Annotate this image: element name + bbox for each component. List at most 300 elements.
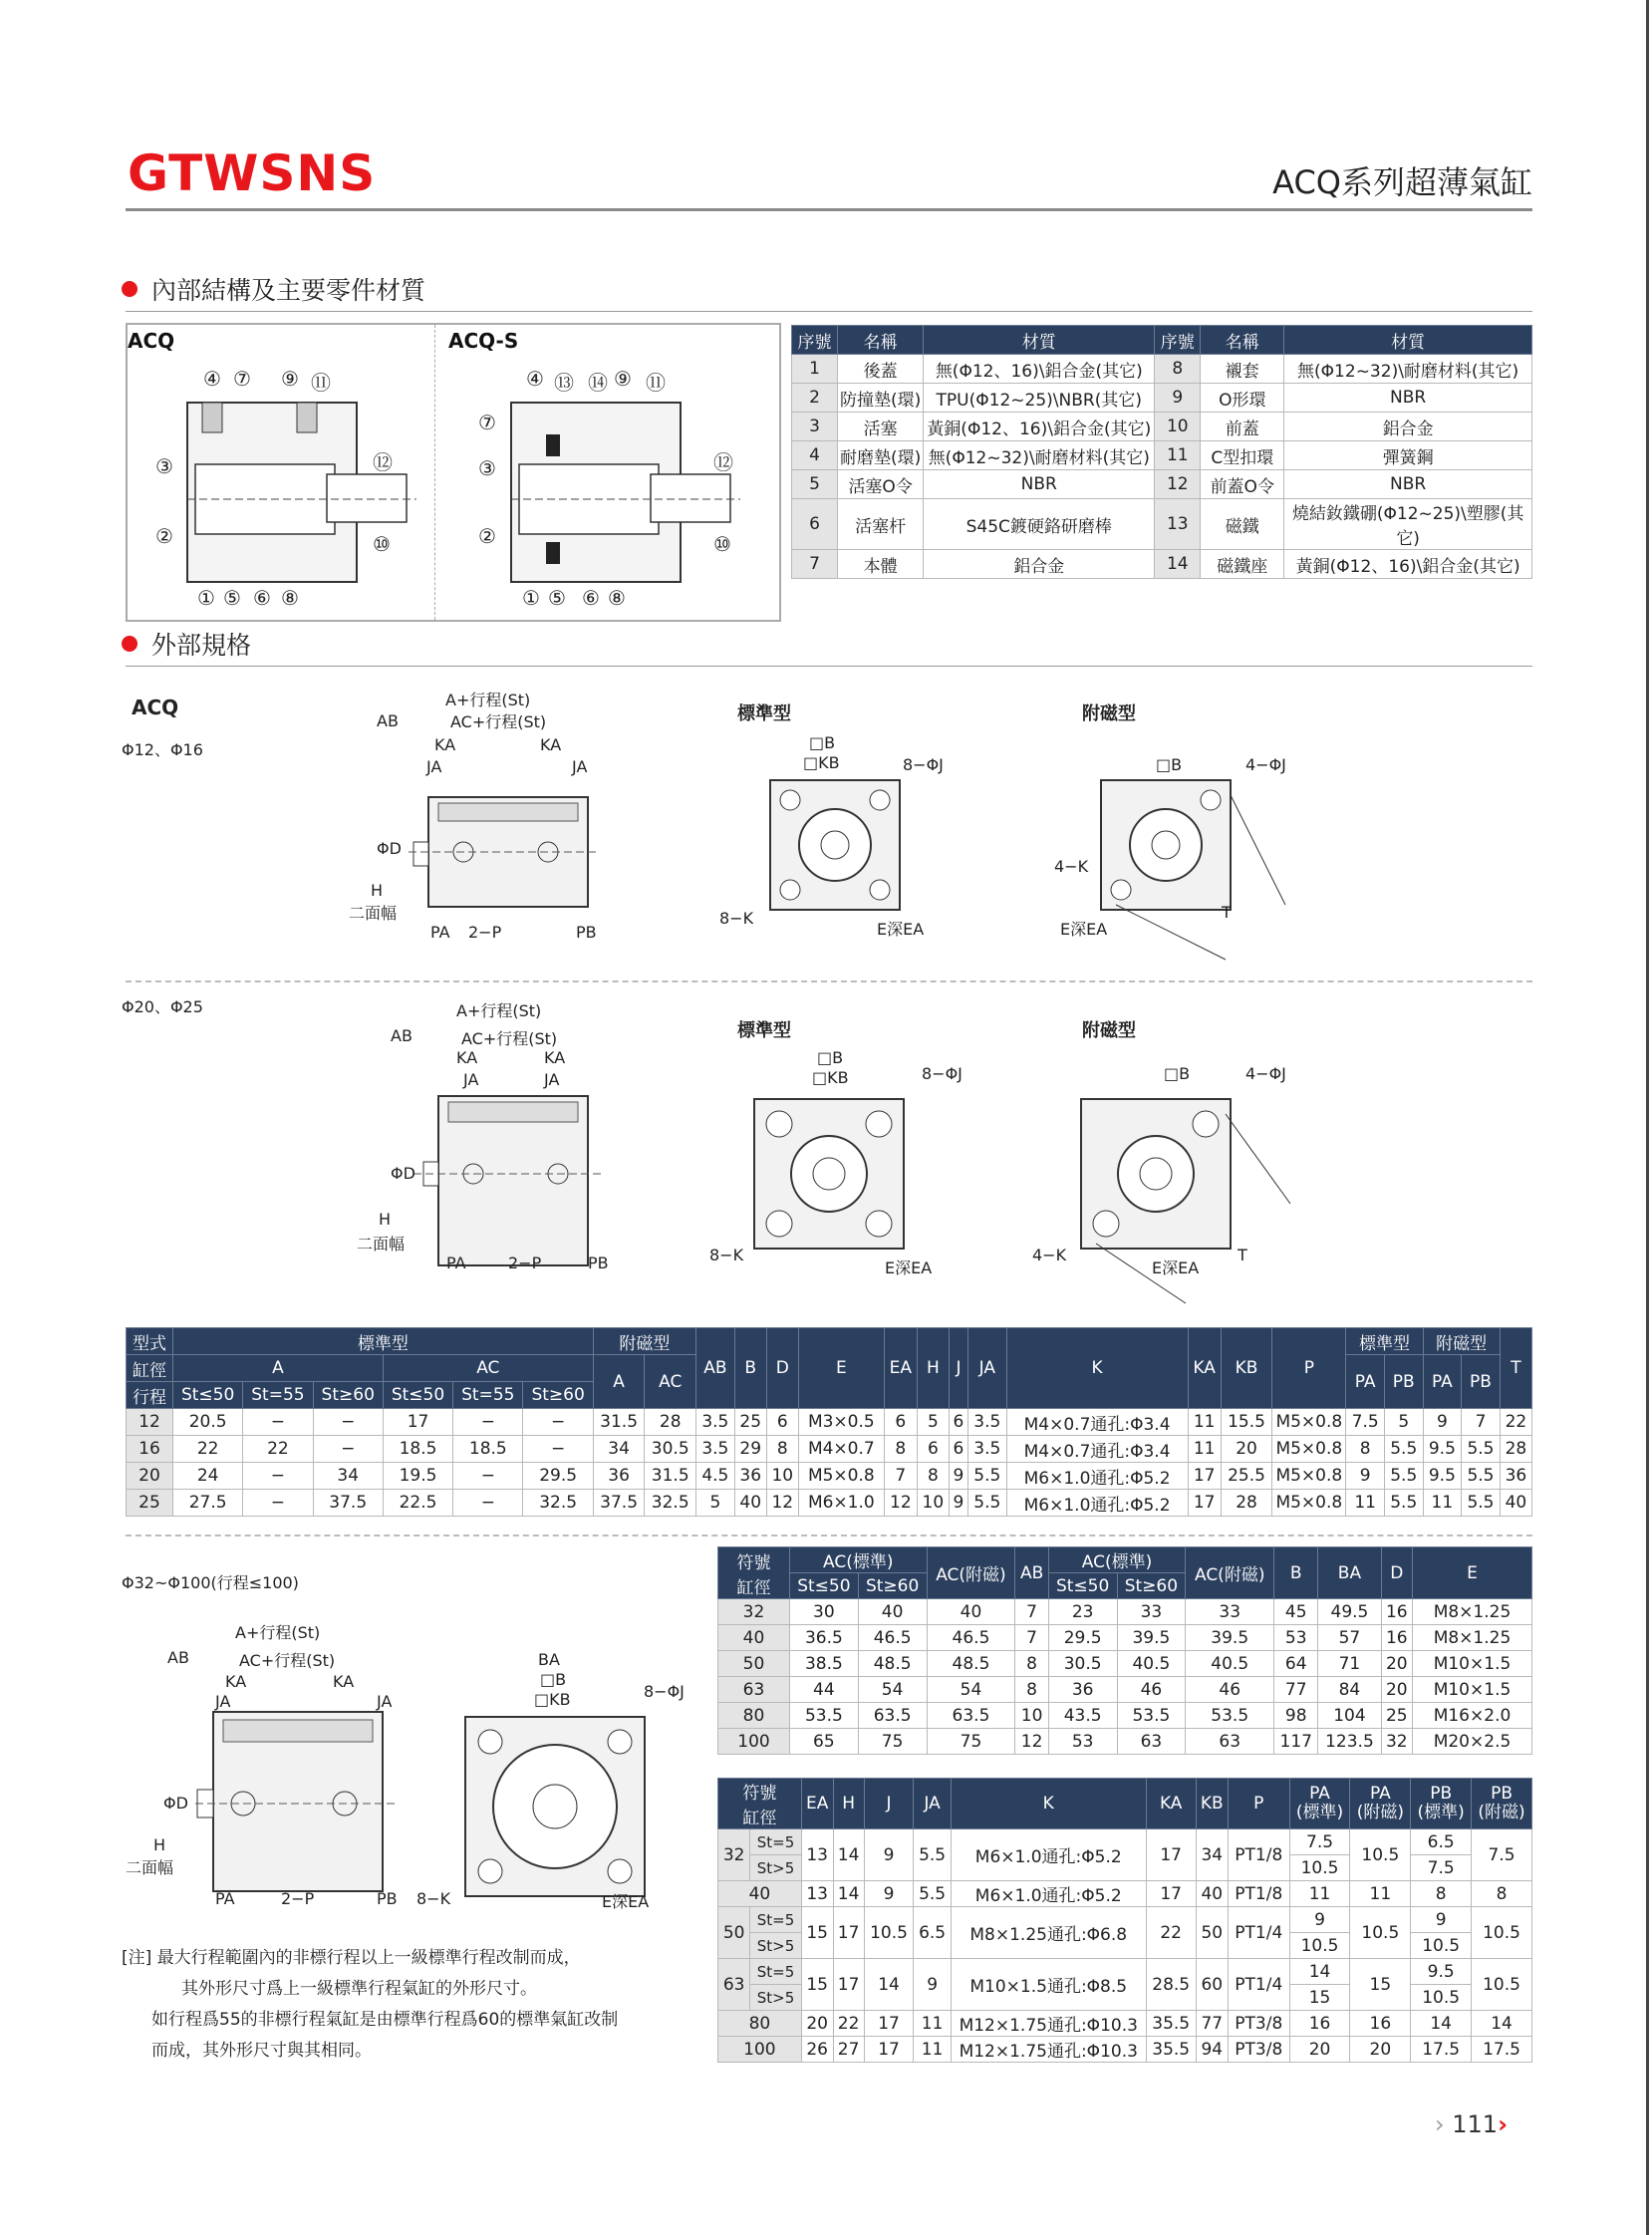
big1-h-sub-2: St≤50 (1048, 1573, 1117, 1599)
table-cell: 53 (1274, 1625, 1318, 1651)
dim-8phij-3: 8−ΦJ (644, 1682, 685, 1701)
big2-h-h: H (833, 1779, 864, 1829)
table-cell: 24 (172, 1463, 242, 1490)
table-cell: 117 (1274, 1729, 1318, 1755)
table-cell: 17 (1146, 1881, 1196, 1907)
table-cell: M6×1.0通孔:Φ5.2 (1006, 1490, 1188, 1517)
section-internal-title: 內部結構及主要零件材質 (122, 271, 425, 307)
table-cell: 17 (1188, 1463, 1221, 1490)
callout-s-11: ⑪ (646, 371, 666, 395)
table-cell: − (453, 1409, 523, 1436)
table-cell: 16 (1350, 2011, 1411, 2037)
callout-5: ⑤ (223, 586, 241, 610)
table-cell: 5.5 (1384, 1490, 1423, 1517)
table-cell: 27.5 (172, 1490, 242, 1517)
table-row (127, 1409, 1532, 1436)
callout-s-8: ⑧ (608, 586, 626, 610)
standard-type-1: 標準型 (737, 703, 791, 724)
table-cell: 燒結釹鐵硼(Φ12~25)\塑膠(其它) (1284, 499, 1532, 550)
dim-8phij-2: 8−ΦJ (922, 1064, 963, 1083)
dim-phid-2: ΦD (391, 1164, 415, 1183)
table-cell: 31.5 (645, 1463, 696, 1490)
table-cell: 10.5 (1350, 1907, 1411, 1959)
dim-b-2m: □B (1164, 1064, 1191, 1083)
table-row (718, 1599, 1532, 1625)
dim-8phij-1: 8−ΦJ (903, 755, 944, 774)
table-cell: 9 (1423, 1409, 1462, 1436)
dim-ab-2: AB (391, 1026, 413, 1045)
spec-h-standard: 標準型 (172, 1328, 593, 1355)
big2-bore-63: 63 (718, 1959, 750, 2011)
dim-pb-2: PB (588, 1254, 609, 1272)
big1-h-sub-3: St≥60 (1117, 1573, 1186, 1599)
parts-h-name: 名稱 (838, 326, 924, 355)
big2-h-kb: KB (1196, 1779, 1228, 1829)
parts-h-no: 序號 (792, 326, 838, 355)
table-cell: 71 (1318, 1651, 1381, 1677)
table-row (792, 413, 1532, 441)
chevron-right-icon: › (1435, 2110, 1445, 2138)
big2-bore-50: 50 (718, 1907, 750, 1959)
table-cell: 36 (1500, 1463, 1531, 1490)
table-cell: 10.5 (1289, 1855, 1350, 1881)
dim-h-2: H (379, 1210, 392, 1229)
table-cell: 9 (1155, 384, 1201, 413)
parts-h-material: 材質 (924, 326, 1155, 355)
dim-kb-1: □KB (803, 753, 840, 772)
dashed-divider (126, 1535, 1532, 1537)
table-cell: 25.5 (1221, 1463, 1272, 1490)
table-cell: 63.5 (858, 1703, 927, 1729)
table-cell: 26 (801, 2037, 833, 2063)
table-cell: − (523, 1409, 593, 1436)
dim-ja-3b: JA (377, 1692, 393, 1711)
table-row (718, 2011, 1532, 2037)
table-cell: 39.5 (1186, 1625, 1274, 1651)
dim-e-depth-3: E深EA (602, 1892, 650, 1911)
cylinder-section-drawing (128, 325, 783, 624)
internal-structure-diagram (126, 323, 781, 622)
table-cell: 28 (1221, 1490, 1272, 1517)
callout-11: ⑪ (311, 371, 331, 395)
callout-s-10: ⑩ (713, 532, 731, 556)
table-cell: 17.5 (1411, 2037, 1472, 2063)
table-cell: M4×0.7通孔:Φ3.4 (1006, 1436, 1188, 1463)
table-cell: 94 (1196, 2037, 1228, 2063)
dim-ja-1: JA (426, 757, 442, 776)
table-cell: 53.5 (1117, 1703, 1186, 1729)
table-cell: 46 (1117, 1677, 1186, 1703)
table-cell: 5.5 (1462, 1490, 1501, 1517)
callout-4: ④ (203, 367, 221, 391)
spec-h-ja: JA (967, 1328, 1006, 1409)
table-cell: O形環 (1201, 384, 1284, 413)
table-cell: 4.5 (696, 1463, 735, 1490)
table-cell: 40 (734, 1490, 766, 1517)
side-view-drawing-3 (195, 1694, 424, 1903)
table-cell: M6×1.0 (798, 1490, 884, 1517)
spec-h-sub-1: St=55 (243, 1382, 313, 1409)
spec-table-32-100-a (717, 1546, 1532, 1755)
table-cell: 3.5 (967, 1436, 1006, 1463)
table-cell: 11 (914, 2011, 951, 2037)
table-cell: 98 (1274, 1703, 1318, 1729)
table-cell: 44 (790, 1677, 859, 1703)
spec-h-magnetic: 附磁型 (593, 1328, 695, 1355)
table-cell: 11 (1346, 1490, 1385, 1517)
table-cell: M10×1.5 (1413, 1651, 1532, 1677)
table-cell: M8×1.25 (1413, 1599, 1532, 1625)
table-cell: 45 (1274, 1599, 1318, 1625)
table-cell: 14 (1472, 2011, 1532, 2037)
table-cell: 6 (792, 499, 838, 550)
dim-ac-st-3: AC+行程(St) (239, 1651, 336, 1670)
spec-h-a: A (172, 1355, 383, 1382)
table-row (792, 550, 1532, 579)
table-cell: 40 (1196, 1881, 1228, 1907)
table-cell: 17.5 (1472, 2037, 1532, 2063)
table-cell: 6 (766, 1409, 798, 1436)
dim-pa-3: PA (215, 1889, 235, 1908)
big2-h-ea: EA (801, 1779, 833, 1829)
table-cell: 63 (718, 1677, 790, 1703)
table-cell: M12×1.75通孔:Φ10.3 (951, 2011, 1146, 2037)
spec-h-t: T (1500, 1328, 1531, 1409)
table-cell: 3.5 (967, 1409, 1006, 1436)
table-cell: 75 (927, 1729, 1015, 1755)
dim-8k-2: 8−K (709, 1246, 744, 1264)
table-cell: 25 (127, 1490, 173, 1517)
table-cell: 32.5 (645, 1490, 696, 1517)
table-cell: 9.5 (1411, 1959, 1472, 1985)
dim-ka-1: KA (434, 735, 456, 754)
table-row (718, 1625, 1532, 1651)
table-cell: 17 (833, 1907, 864, 1959)
table-cell: M8×1.25 (1413, 1625, 1532, 1651)
spec-h-sub-2: St≥60 (313, 1382, 383, 1409)
dim-e-depth-2m: E深EA (1152, 1258, 1200, 1277)
callout-s-13: ⑬ (554, 371, 574, 395)
page-edge-line (1646, 0, 1649, 2235)
table-cell: 57 (1318, 1625, 1381, 1651)
table-cell: 25 (1381, 1703, 1412, 1729)
table-cell: 123.5 (1318, 1729, 1381, 1755)
table-cell: 磁鐵 (1201, 499, 1284, 550)
table-cell: 6 (917, 1436, 949, 1463)
table-cell: 5.5 (1384, 1436, 1423, 1463)
callout-7: ⑦ (233, 367, 251, 391)
table-cell: M5×0.8 (1272, 1436, 1346, 1463)
header-rule (126, 208, 1532, 211)
table-cell: 黃銅(Φ12、16)\鋁合金(其它) (1284, 550, 1532, 579)
table-cell: 8 (884, 1436, 917, 1463)
table-cell: 17 (383, 1409, 452, 1436)
table-row (127, 1436, 1532, 1463)
table-cell: 2 (792, 384, 838, 413)
table-cell: 磁鐵座 (1201, 550, 1284, 579)
table-cell: 無(Φ12~32)\耐磨材料(其它) (1284, 355, 1532, 384)
table-cell: 後蓋 (838, 355, 924, 384)
table-cell: 5 (792, 470, 838, 499)
table-cell: 28 (645, 1409, 696, 1436)
front-standard-drawing-3 (460, 1712, 660, 1911)
standard-type-2: 標準型 (737, 1020, 791, 1041)
table-cell: 7 (1015, 1599, 1048, 1625)
table-cell: 5 (696, 1490, 735, 1517)
dim-ka-2: KA (456, 1048, 478, 1067)
table-cell: 5 (917, 1409, 949, 1436)
table-cell: − (243, 1490, 313, 1517)
table-cell: 8 (1472, 1881, 1532, 1907)
table-cell: 7 (792, 550, 838, 579)
dim-2p-1: 2−P (468, 923, 502, 942)
table-cell: 54 (927, 1677, 1015, 1703)
callout-1: ① (197, 586, 215, 610)
table-cell: 22 (833, 2011, 864, 2037)
table-cell: 40 (927, 1599, 1015, 1625)
table-cell: 鋁合金 (1284, 413, 1532, 441)
big2-st5: St=5 (750, 1959, 802, 1985)
table-cell: 9 (1289, 1907, 1350, 1933)
table-cell: 65 (790, 1729, 859, 1755)
big1-h-ac-std: AC(標準) (790, 1547, 928, 1573)
table-cell: 46.5 (858, 1625, 927, 1651)
table-cell: M5×0.8 (798, 1463, 884, 1490)
table-cell: 53.5 (790, 1703, 859, 1729)
acqs-label: ACQ-S (448, 329, 519, 353)
table-cell: 29 (734, 1436, 766, 1463)
table-cell: 17 (864, 2037, 914, 2063)
table-cell: 20 (127, 1463, 173, 1490)
table-cell: 18.5 (383, 1436, 452, 1463)
table-cell: 60 (1196, 1959, 1228, 2011)
callout-s-14: ⑭ (588, 371, 608, 395)
table-cell: 8 (766, 1436, 798, 1463)
table-cell: 8 (1015, 1651, 1048, 1677)
dim-ka-1b: KA (540, 735, 562, 754)
spec-h-d: D (766, 1328, 798, 1409)
table-cell: M4×0.7 (798, 1436, 884, 1463)
table-cell: 前蓋O令 (1201, 470, 1284, 499)
table-cell: 14 (833, 1881, 864, 1907)
big1-h-sub-0: St≤50 (790, 1573, 859, 1599)
table-cell: 46.5 (927, 1625, 1015, 1651)
table-cell: 22 (243, 1436, 313, 1463)
dim-ba-3: BA (538, 1650, 560, 1669)
section-rule (126, 311, 1532, 312)
table-cell: C型扣環 (1201, 441, 1284, 470)
table-cell: PT1/8 (1228, 1829, 1289, 1881)
spec-h-ab: AB (696, 1328, 735, 1409)
table-cell: 36.5 (790, 1625, 859, 1651)
table-cell: 前蓋 (1201, 413, 1284, 441)
table-cell: 75 (858, 1729, 927, 1755)
dim-two-face-3: 二面幅 (126, 1858, 174, 1877)
dim-pb-3: PB (377, 1889, 398, 1908)
table-cell: 9 (949, 1490, 967, 1517)
table-cell: 16 (1289, 2011, 1350, 2037)
dim-b-1m: □B (1156, 755, 1183, 774)
table-cell: 77 (1274, 1677, 1318, 1703)
parts-h-material2: 材質 (1284, 326, 1532, 355)
big2-h-pa-mag: PA (附磁) (1350, 1779, 1411, 1829)
table-cell: 11 (1289, 1881, 1350, 1907)
table-row (127, 1490, 1532, 1517)
front-standard-drawing-2 (749, 1094, 909, 1254)
dim-4k-2: 4−K (1032, 1246, 1067, 1264)
footnote-line-1: [注] 最大行程範圍內的非標行程以上一級標準行程改制而成， (122, 1948, 581, 1968)
table-cell: 38.5 (790, 1651, 859, 1677)
table-cell: 40.5 (1117, 1651, 1186, 1677)
dim-ja-1b: JA (572, 757, 588, 776)
table-row (127, 1463, 1532, 1490)
spec-h-ac: AC (383, 1355, 593, 1382)
table-cell: 22 (1500, 1409, 1531, 1436)
big2-h-pb-mag: PB (附磁) (1472, 1779, 1532, 1829)
callout-s-4: ④ (526, 367, 544, 391)
parts-material-table (791, 325, 1532, 579)
table-cell: 8 (1346, 1436, 1385, 1463)
dim-ja-2b: JA (544, 1070, 560, 1089)
parts-h-no2: 序號 (1155, 326, 1201, 355)
dim-a-st-2: A+行程(St) (456, 1001, 542, 1020)
dim-ab-3: AB (167, 1648, 189, 1667)
table-cell: 39.5 (1117, 1625, 1186, 1651)
table-cell: 7 (1462, 1409, 1501, 1436)
table-cell: 34 (593, 1436, 645, 1463)
callout-2: ② (155, 524, 173, 548)
spec-h-std2: 標準型 (1346, 1328, 1423, 1355)
table-cell: 20 (1381, 1677, 1412, 1703)
callout-8: ⑧ (281, 586, 299, 610)
spec-h-pa: PA (1346, 1355, 1385, 1409)
table-cell: M5×0.8 (1272, 1463, 1346, 1490)
front-magnetic-drawing-1 (1096, 775, 1295, 965)
table-cell: 5.5 (1384, 1463, 1423, 1490)
footnote-line-4: 而成，其外形尺寸與其相同。 (151, 2041, 372, 2061)
table-cell: 12 (1015, 1729, 1048, 1755)
table-cell: M6×1.0通孔:Φ5.2 (951, 1881, 1146, 1907)
table-row (718, 1677, 1532, 1703)
table-cell: 54 (858, 1677, 927, 1703)
table-cell: 30.5 (1048, 1651, 1117, 1677)
spec-h-ka: KA (1188, 1328, 1221, 1409)
table-cell: 無(Φ12~32)\耐磨材料(其它) (924, 441, 1155, 470)
footnote (122, 1943, 719, 2067)
table-cell: 19.5 (383, 1463, 452, 1490)
spec-h-j: J (949, 1328, 967, 1409)
table-cell: 5.5 (914, 1829, 951, 1881)
table-cell: 1 (792, 355, 838, 384)
brand-logo: GTWSNS (128, 144, 377, 202)
dim-e-depth-1m: E深EA (1060, 920, 1108, 939)
table-cell: 襯套 (1201, 355, 1284, 384)
table-cell: 9.5 (1423, 1463, 1462, 1490)
table-cell: 6 (949, 1409, 967, 1436)
big1-h-sub-1: St≥60 (858, 1573, 927, 1599)
spec-h-pa-m: PA (1423, 1355, 1462, 1409)
big2-bore-32: 32 (718, 1829, 750, 1881)
table-cell: 3.5 (696, 1409, 735, 1436)
table-cell: 耐磨墊(環) (838, 441, 924, 470)
dim-ka-3: KA (225, 1672, 247, 1691)
parts-h-name2: 名稱 (1201, 326, 1284, 355)
table-cell: 5.5 (967, 1490, 1006, 1517)
table-cell: 活塞 (838, 413, 924, 441)
dim-ab-1: AB (377, 711, 399, 730)
table-cell: 12 (884, 1490, 917, 1517)
dim-2p-3: 2−P (281, 1889, 315, 1908)
table-cell: 43.5 (1048, 1703, 1117, 1729)
front-magnetic-drawing-2 (1076, 1094, 1305, 1323)
dim-pa-1: PA (430, 923, 450, 942)
table-cell: 活塞O令 (838, 470, 924, 499)
magnetic-type-1: 附磁型 (1082, 703, 1136, 724)
big1-h-ac-std2: AC(標準) (1048, 1547, 1186, 1573)
table-cell: PT3/8 (1228, 2011, 1289, 2037)
table-cell: 14 (1411, 2011, 1472, 2037)
table-cell: 9 (949, 1463, 967, 1490)
table-cell: 20 (1381, 1651, 1412, 1677)
big1-h-ac-mag: AC(附磁) (927, 1547, 1015, 1599)
table-cell: NBR (1284, 384, 1532, 413)
spec-h-sub-4: St=55 (453, 1382, 523, 1409)
sizes-32-100: Φ32~Φ100(行程≤100) (122, 1573, 299, 1592)
footnote-line-3: 如行程爲55的非標行程氣缸是由標準行程爲60的標準氣缸改制 (151, 2010, 619, 2030)
table-cell: 50 (718, 1651, 790, 1677)
table-cell: 84 (1318, 1677, 1381, 1703)
spec-h-kb: KB (1221, 1328, 1272, 1409)
big1-h-e: E (1413, 1547, 1532, 1599)
table-cell: 14 (1155, 550, 1201, 579)
table-row (718, 1907, 1532, 1933)
table-cell: 46 (1186, 1677, 1274, 1703)
spec-h-pb-m: PB (1462, 1355, 1501, 1409)
big2-h-symbol: 符號 缸徑 (718, 1779, 802, 1829)
section-external-title: 外部規格 (122, 626, 251, 662)
table-cell: 32 (718, 1599, 790, 1625)
table-row (718, 2037, 1532, 2063)
table-cell: PT1/8 (1228, 1881, 1289, 1907)
table-cell: − (453, 1463, 523, 1490)
table-cell: 36 (734, 1463, 766, 1490)
table-cell: 15 (1289, 1985, 1350, 2011)
spec-h-sub-5: St≥60 (523, 1382, 593, 1409)
table-cell: 11 (1350, 1881, 1411, 1907)
table-cell: 11 (1155, 441, 1201, 470)
bullet-dot-icon (122, 636, 138, 652)
big2-stgt5: St>5 (750, 1933, 802, 1959)
table-cell: 30 (790, 1599, 859, 1625)
spec-h-e: E (798, 1328, 884, 1409)
table-row (792, 355, 1532, 384)
table-cell: 3 (792, 413, 838, 441)
spec-h-mag2: 附磁型 (1423, 1328, 1500, 1355)
big2-h-ka: KA (1146, 1779, 1196, 1829)
table-cell: M3×0.5 (798, 1409, 884, 1436)
table-cell: 35.5 (1146, 2011, 1196, 2037)
table-cell: 17 (1188, 1490, 1221, 1517)
dim-two-face-1: 二面幅 (349, 904, 398, 923)
table-cell: 10 (1015, 1703, 1048, 1729)
table-cell: 23 (1048, 1599, 1117, 1625)
table-cell: 18.5 (453, 1436, 523, 1463)
table-cell: 14 (1289, 1959, 1350, 1985)
bullet-dot-icon (122, 281, 138, 297)
dim-4phij-2: 4−ΦJ (1245, 1064, 1286, 1083)
table-cell: 15 (801, 1959, 833, 2011)
table-cell: M12×1.75通孔:Φ10.3 (951, 2037, 1146, 2063)
